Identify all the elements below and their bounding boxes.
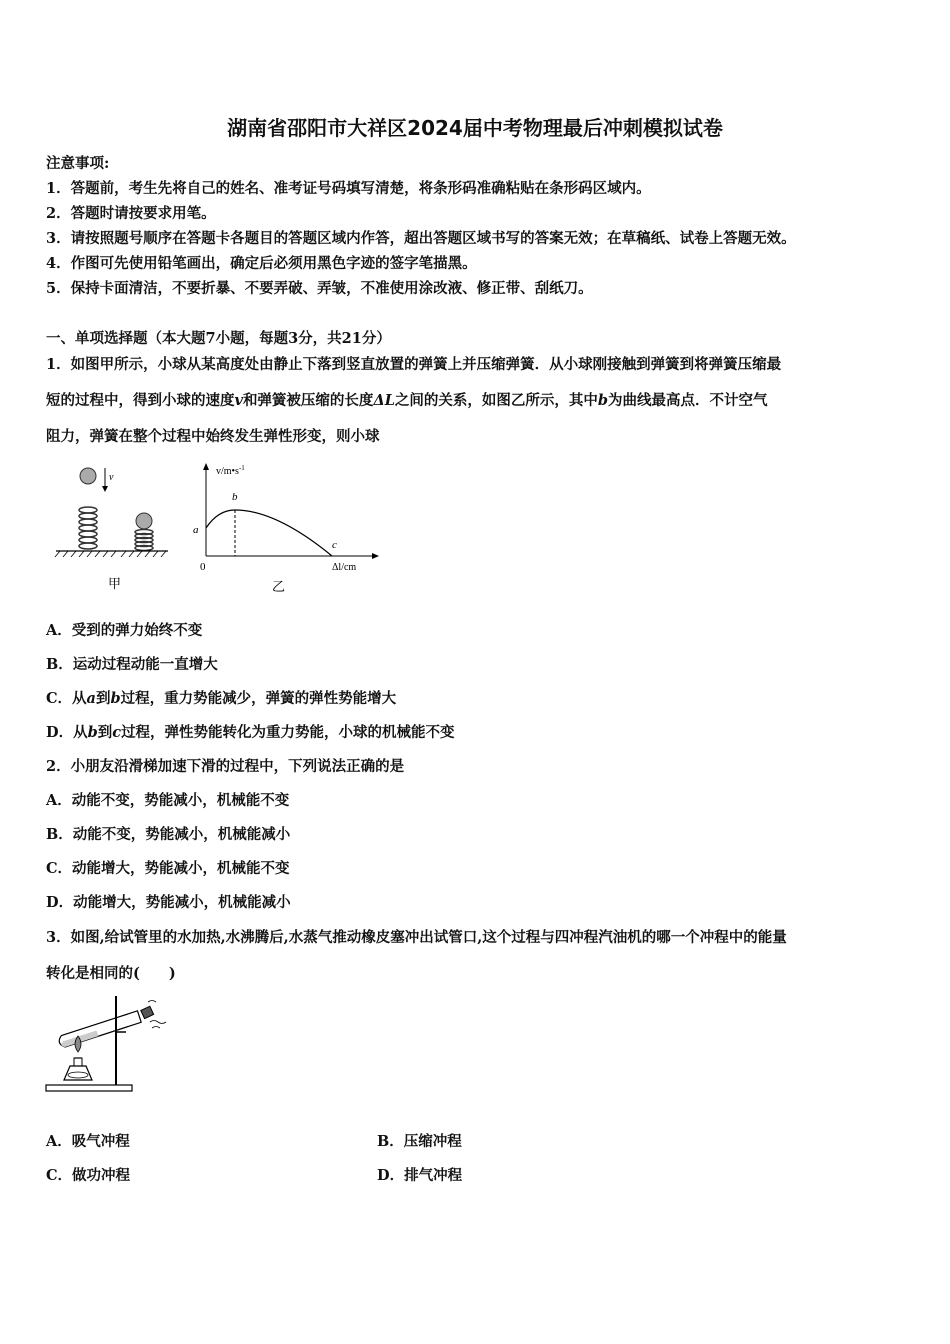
q3-option-a: A．吸气冲程 — [46, 1133, 130, 1150]
q2-stem: 2．小朋友沿滑梯加速下滑的过程中，下列说法正确的是 — [46, 758, 405, 775]
q3-stem-line2: 转化是相同的( ) — [46, 965, 176, 982]
q2-option-a: A．动能不变，势能减小，机械能不变 — [46, 792, 290, 809]
q3-option-b: B．压缩冲程 — [377, 1133, 462, 1150]
notice-item: 3．请按照题号顺序在答题卡各题目的答题区域内作答，超出答题区域书写的答案无效；在草稿纸、试卷上答题无效。 — [46, 230, 796, 247]
q1-option-c: C．从a到b过程，重力势能减少，弹簧的弹性势能增大 — [46, 690, 397, 707]
spring-icon — [79, 507, 97, 549]
test-tube-icon — [58, 1011, 142, 1048]
q2-option-b: B．动能不变，势能减小，机械能减小 — [46, 826, 291, 843]
ball-icon — [80, 468, 96, 484]
point-b-label: b — [232, 491, 238, 503]
stopper-icon — [141, 1006, 154, 1018]
notice-item: 2．答题时请按要求用笔。 — [46, 205, 216, 222]
point-a-label: a — [193, 524, 199, 536]
notice-item: 5．保持卡面清洁，不要折暴、不要弄破、弄皱，不准使用涂改液、修正带、刮纸刀。 — [46, 280, 593, 297]
section-heading: 一、单项选择题（本大题7小题，每题3分，共21分） — [46, 330, 391, 347]
point-c-label: c — [332, 539, 337, 551]
q1-stem-line2: 短的过程中，得到小球的速度v和弹簧被压缩的长度ΔL之间的关系，如图乙所示，其中b为曲线最高点．不计空气 — [46, 392, 768, 409]
notice-heading: 注意事项: — [46, 155, 110, 172]
q2-option-c: C．动能增大，势能减小，机械能不变 — [46, 860, 290, 877]
page-title: 湖南省邵阳市大祥区2024届中考物理最后冲刺模拟试卷 — [227, 116, 723, 140]
x-axis-label: Δl/cm — [332, 562, 357, 573]
q3-option-c: C．做功冲程 — [46, 1167, 131, 1184]
figure-label-yi: 乙 — [272, 579, 286, 594]
notice-item: 4．作图可先使用铅笔画出，确定后必须用黑色字迹的签字笔描黑。 — [46, 255, 477, 272]
notice-item: 1．答题前，考生先将自己的姓名、准考证号码填写清楚，将条形码准确粘贴在条形码区域内。 — [46, 180, 651, 197]
q1-stem-line1: 1．如图甲所示，小球从某高度处由静止下落到竖直放置的弹簧上并压缩弹簧．从小球刚接触到弹簧到将弹簧压缩最 — [46, 356, 782, 373]
q3-figure-apparatus — [44, 992, 170, 1094]
spring-icon — [135, 530, 153, 551]
q1-option-a: A．受到的弹力始终不变 — [46, 622, 203, 639]
y-axis-label: $v/m•s^{-1}$ — [216, 464, 245, 477]
q2-option-d: D．动能增大，势能减小，机械能减小 — [46, 894, 291, 911]
q1-stem-line3: 阻力，弹簧在整个过程中始终发生弹性形变，则小球 — [46, 428, 380, 445]
q1-option-b: B．运动过程动能一直增大 — [46, 656, 218, 673]
q3-option-d: D．排气冲程 — [377, 1167, 463, 1184]
ball-icon — [136, 513, 152, 529]
ball-velocity-label: v — [109, 472, 114, 483]
q1-figure — [50, 458, 390, 596]
q3-stem-line1: 3．如图,给试管里的水加热,水沸腾后,水蒸气推动橡皮塞冲出试管口,这个过程与四冲程汽油机的哪一个冲程中的能量 — [46, 929, 787, 946]
figure-label-jia: 甲 — [108, 576, 122, 591]
velocity-curve — [206, 510, 332, 556]
origin-label: 0 — [200, 561, 206, 573]
q1-option-d: D．从b到c过程，弹性势能转化为重力势能，小球的机械能不变 — [46, 724, 455, 741]
